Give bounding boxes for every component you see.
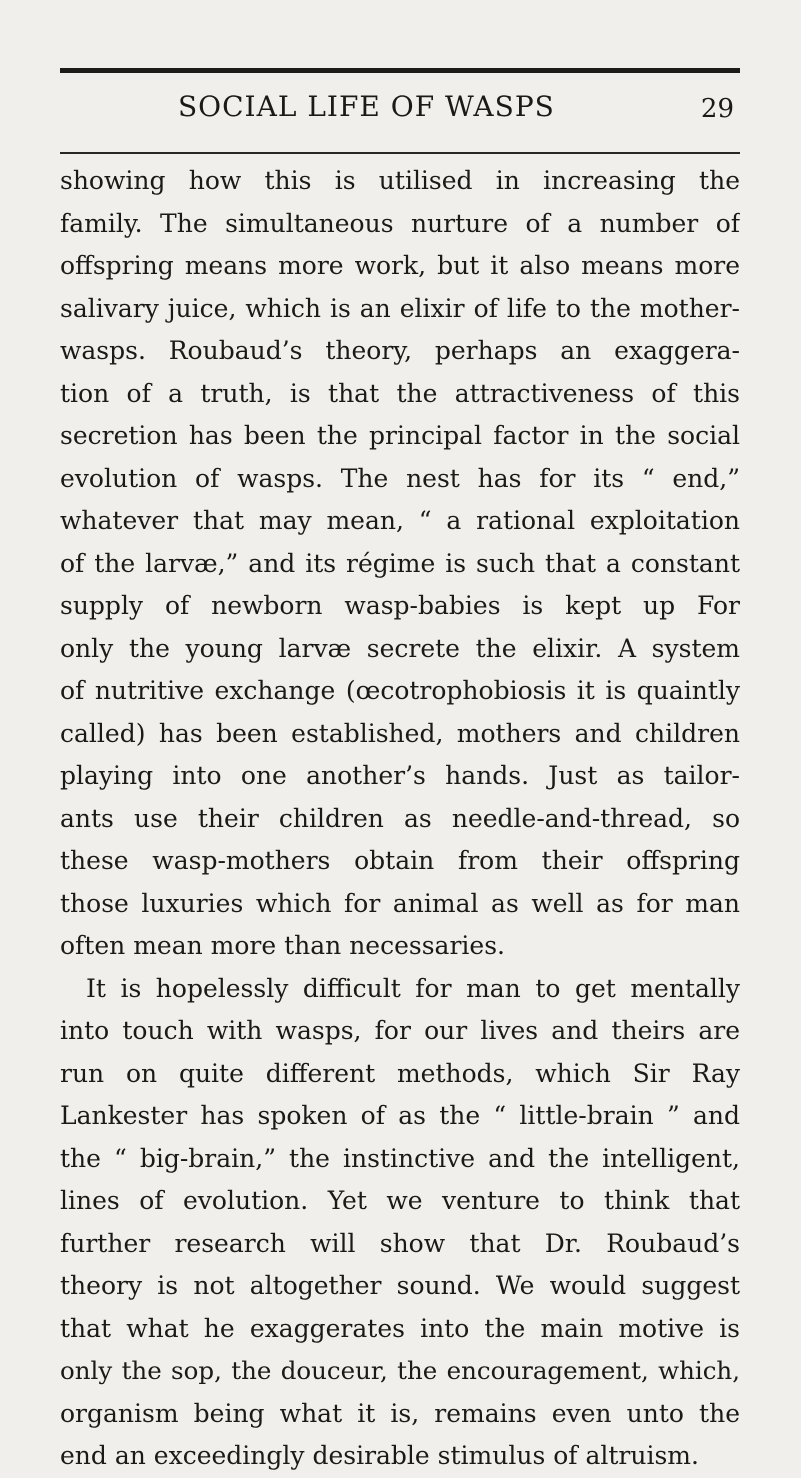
text-line: into touch with wasps, for our lives and theirs are [60,1016,740,1045]
text-line: whatever that may mean, “ a rational exploitation [60,506,740,535]
page-header [60,90,740,140]
text-line: showing how this is utilised in increasing the [60,166,740,195]
text-line: end an exceedingly desirable stimulus of altruism. [60,1441,699,1470]
text-line: family. The simultaneous nurture of a number of [60,208,740,238]
text-line: only the young larvæ secrete the elixir. A system [60,633,740,663]
top-rule [60,68,740,73]
text-line: run on quite different methods, which Sir Ray [60,1058,740,1088]
text-line: the “ big-brain,” the instinctive and the intelligent, [60,1143,740,1173]
text-line: of the larvæ,” and its régime is such that a constant [60,548,740,578]
text-line: theory is not altogether sound. We would suggest [60,1271,740,1300]
text-line: those luxuries which for animal as well as for man [60,888,740,918]
text-line: these wasp-mothers obtain from their offspring [60,846,740,875]
text-line: supply of newborn wasp-babies is kept up For [60,591,740,620]
page-number: 29 [700,94,734,124]
text-line: secretion has been the principal factor in the social [60,421,740,450]
text-line: salivary juice, which is an elixir of life to the mother- [60,293,740,323]
running-head: SOCIAL LIFE OF WASPS [178,90,555,123]
text-line: It is hopelessly difficult for man to get mentally [86,973,740,1003]
text-line: playing into one another’s hands. Just as tailor- [60,761,740,790]
paragraph-2 [60,968,740,1478]
text-line: Lankester has spoken of as the “ little-brain ” and [60,1101,740,1130]
text-line: tion of a truth, is that the attractiveness of this [60,378,740,408]
text-line: organism being what it is, remains even unto the [60,1398,740,1428]
text-line: wasps. Roubaud’s theory, perhaps an exaggera- [60,336,740,365]
text-line: called) has been established, mothers and children [60,718,740,748]
text-line: offspring means more work, but it also means more [60,251,740,280]
text-line: ants use their children as needle-and-thread, so [60,803,740,833]
paragraph-1 [60,160,740,968]
text-line: only the sop, the douceur, the encouragement, which, [60,1356,740,1385]
text-line: lines of evolution. Yet we venture to think that [60,1186,740,1215]
text-line: often mean more than necessaries. [60,931,505,960]
text-line: that what he exaggerates into the main motive is [60,1313,740,1343]
text-line: further research will show that Dr. Roubaud’s [60,1228,740,1258]
text-line: evolution of wasps. The nest has for its “ end,” [60,463,740,493]
text-line: of nutritive exchange (œcotrophobiosis it is quaintly [60,676,740,705]
body-text [60,160,740,1478]
header-rule [60,152,740,154]
